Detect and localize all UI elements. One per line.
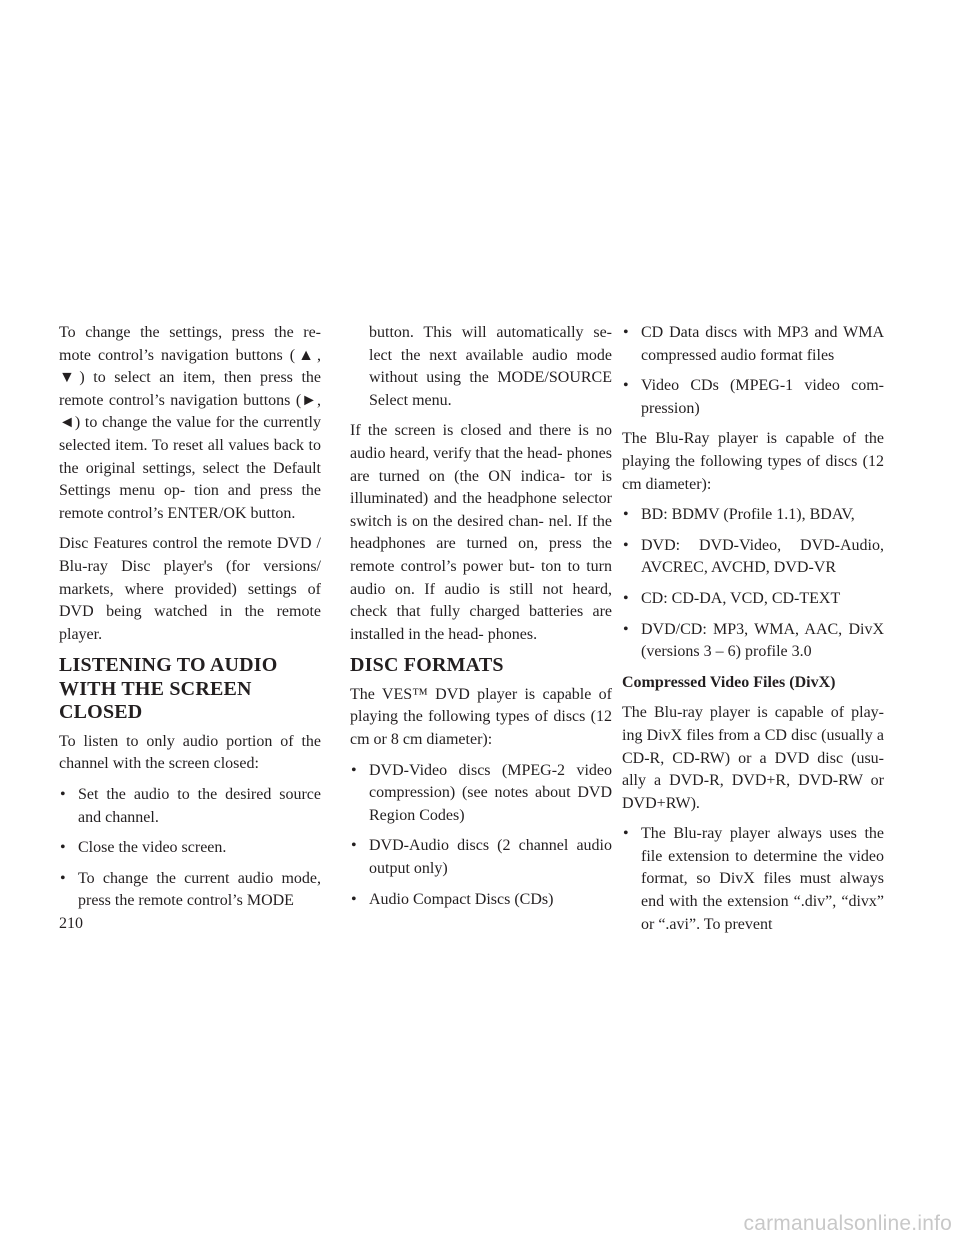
subheading-compressed-video: Compressed Video Files (DivX) (622, 673, 836, 691)
blu-ray-player-paragraph: The Blu-Ray player is capable of the playing the following types of discs (12 cm diameter): (622, 430, 884, 493)
section-heading-listening-audio: LISTENING TO AUDIO WITH THE SCREEN CLOSED (59, 654, 278, 724)
list-item: • Set the audio to the desired source and channel. (59, 784, 321, 829)
list-item: • CD Data discs with MP3 and WMA compressed audio format files (622, 322, 884, 367)
page-number: 210 (59, 915, 83, 932)
watermark: carmanualsonline.info (743, 1212, 952, 1235)
column-left (59, 322, 321, 921)
list-item: • DVD: DVD-Video, DVD-Audio, AVCREC, AVCHD, DVD-VR (622, 535, 884, 580)
list-item: • To change the current audio mode, press the remote control’s MODE (59, 868, 321, 913)
disc-features-paragraph: Disc Features control the remote DVD / Blu-ray Disc player's (for versions/ markets, where provided) settings of DVD being watched in the remote player. (59, 535, 321, 643)
list-item: • DVD-Audio discs (2 channel audio output only) (350, 835, 612, 880)
no-audio-paragraph: If the screen is closed and there is no audio heard, verify that the head- phones are turned on (the ON indica- tor is illuminated) and the headphone selector switch is on the desired chan- nel. If the headphones are turned on, press the remote control’s power but- ton to turn audio on. If audio is still not heard, check that fully charged batteries are installed in the head- phones. (350, 422, 612, 643)
list-item: • CD: CD-DA, VCD, CD-TEXT (622, 588, 884, 611)
list-item: • Video CDs (MPEG-1 video com- pression) (622, 375, 884, 420)
section-heading-disc-formats: DISC FORMATS (350, 654, 504, 677)
list-item: • Audio Compact Discs (CDs) (350, 889, 612, 912)
column-middle (350, 322, 612, 919)
column-right (622, 322, 884, 944)
list-item-continuation: button. This will automatically se- lect the next available audio mode without using the MODE/SOURCE Select menu. (369, 324, 612, 409)
list-item: • Close the video screen. (59, 837, 321, 860)
list-item: • DVD-Video discs (MPEG-2 video compression) (see notes about DVD Region Codes) (350, 760, 612, 828)
listen-intro-paragraph: To listen to only audio portion of the channel with the screen closed: (59, 732, 321, 773)
list-item: • BD: BDMV (Profile 1.1), BDAV, (622, 504, 884, 527)
list-item: • DVD/CD: MP3, WMA, AAC, DivX (versions 3 – 6) profile 3.0 (622, 619, 884, 664)
ves-player-paragraph: The VES™ DVD player is capable of playing the following types of discs (12 cm or 8 cm diameter): (350, 685, 612, 748)
list-item: • The Blu-ray player always uses the file extension to determine the video format, so DivX files must always end with the extension “.div”, “divx” or “.avi”. To prevent (622, 823, 884, 936)
divx-paragraph: The Blu-ray player is capable of play- ing DivX files from a CD disc (usually a CD-R, CD-RW) or a DVD disc (usu- ally a DVD-R, DVD+R, DVD-RW or DVD+RW). (622, 704, 884, 812)
settings-paragraph: To change the settings, press the re- mote control’s navigation buttons (▲, ▼) to select an item, then press the remote control’s navigation buttons (►, ◄) to change the value for the currently selected item. To reset all values back to the original settings, select the Default Settings menu op- tion and press the remote control’s ENTER/OK button. (59, 324, 321, 522)
